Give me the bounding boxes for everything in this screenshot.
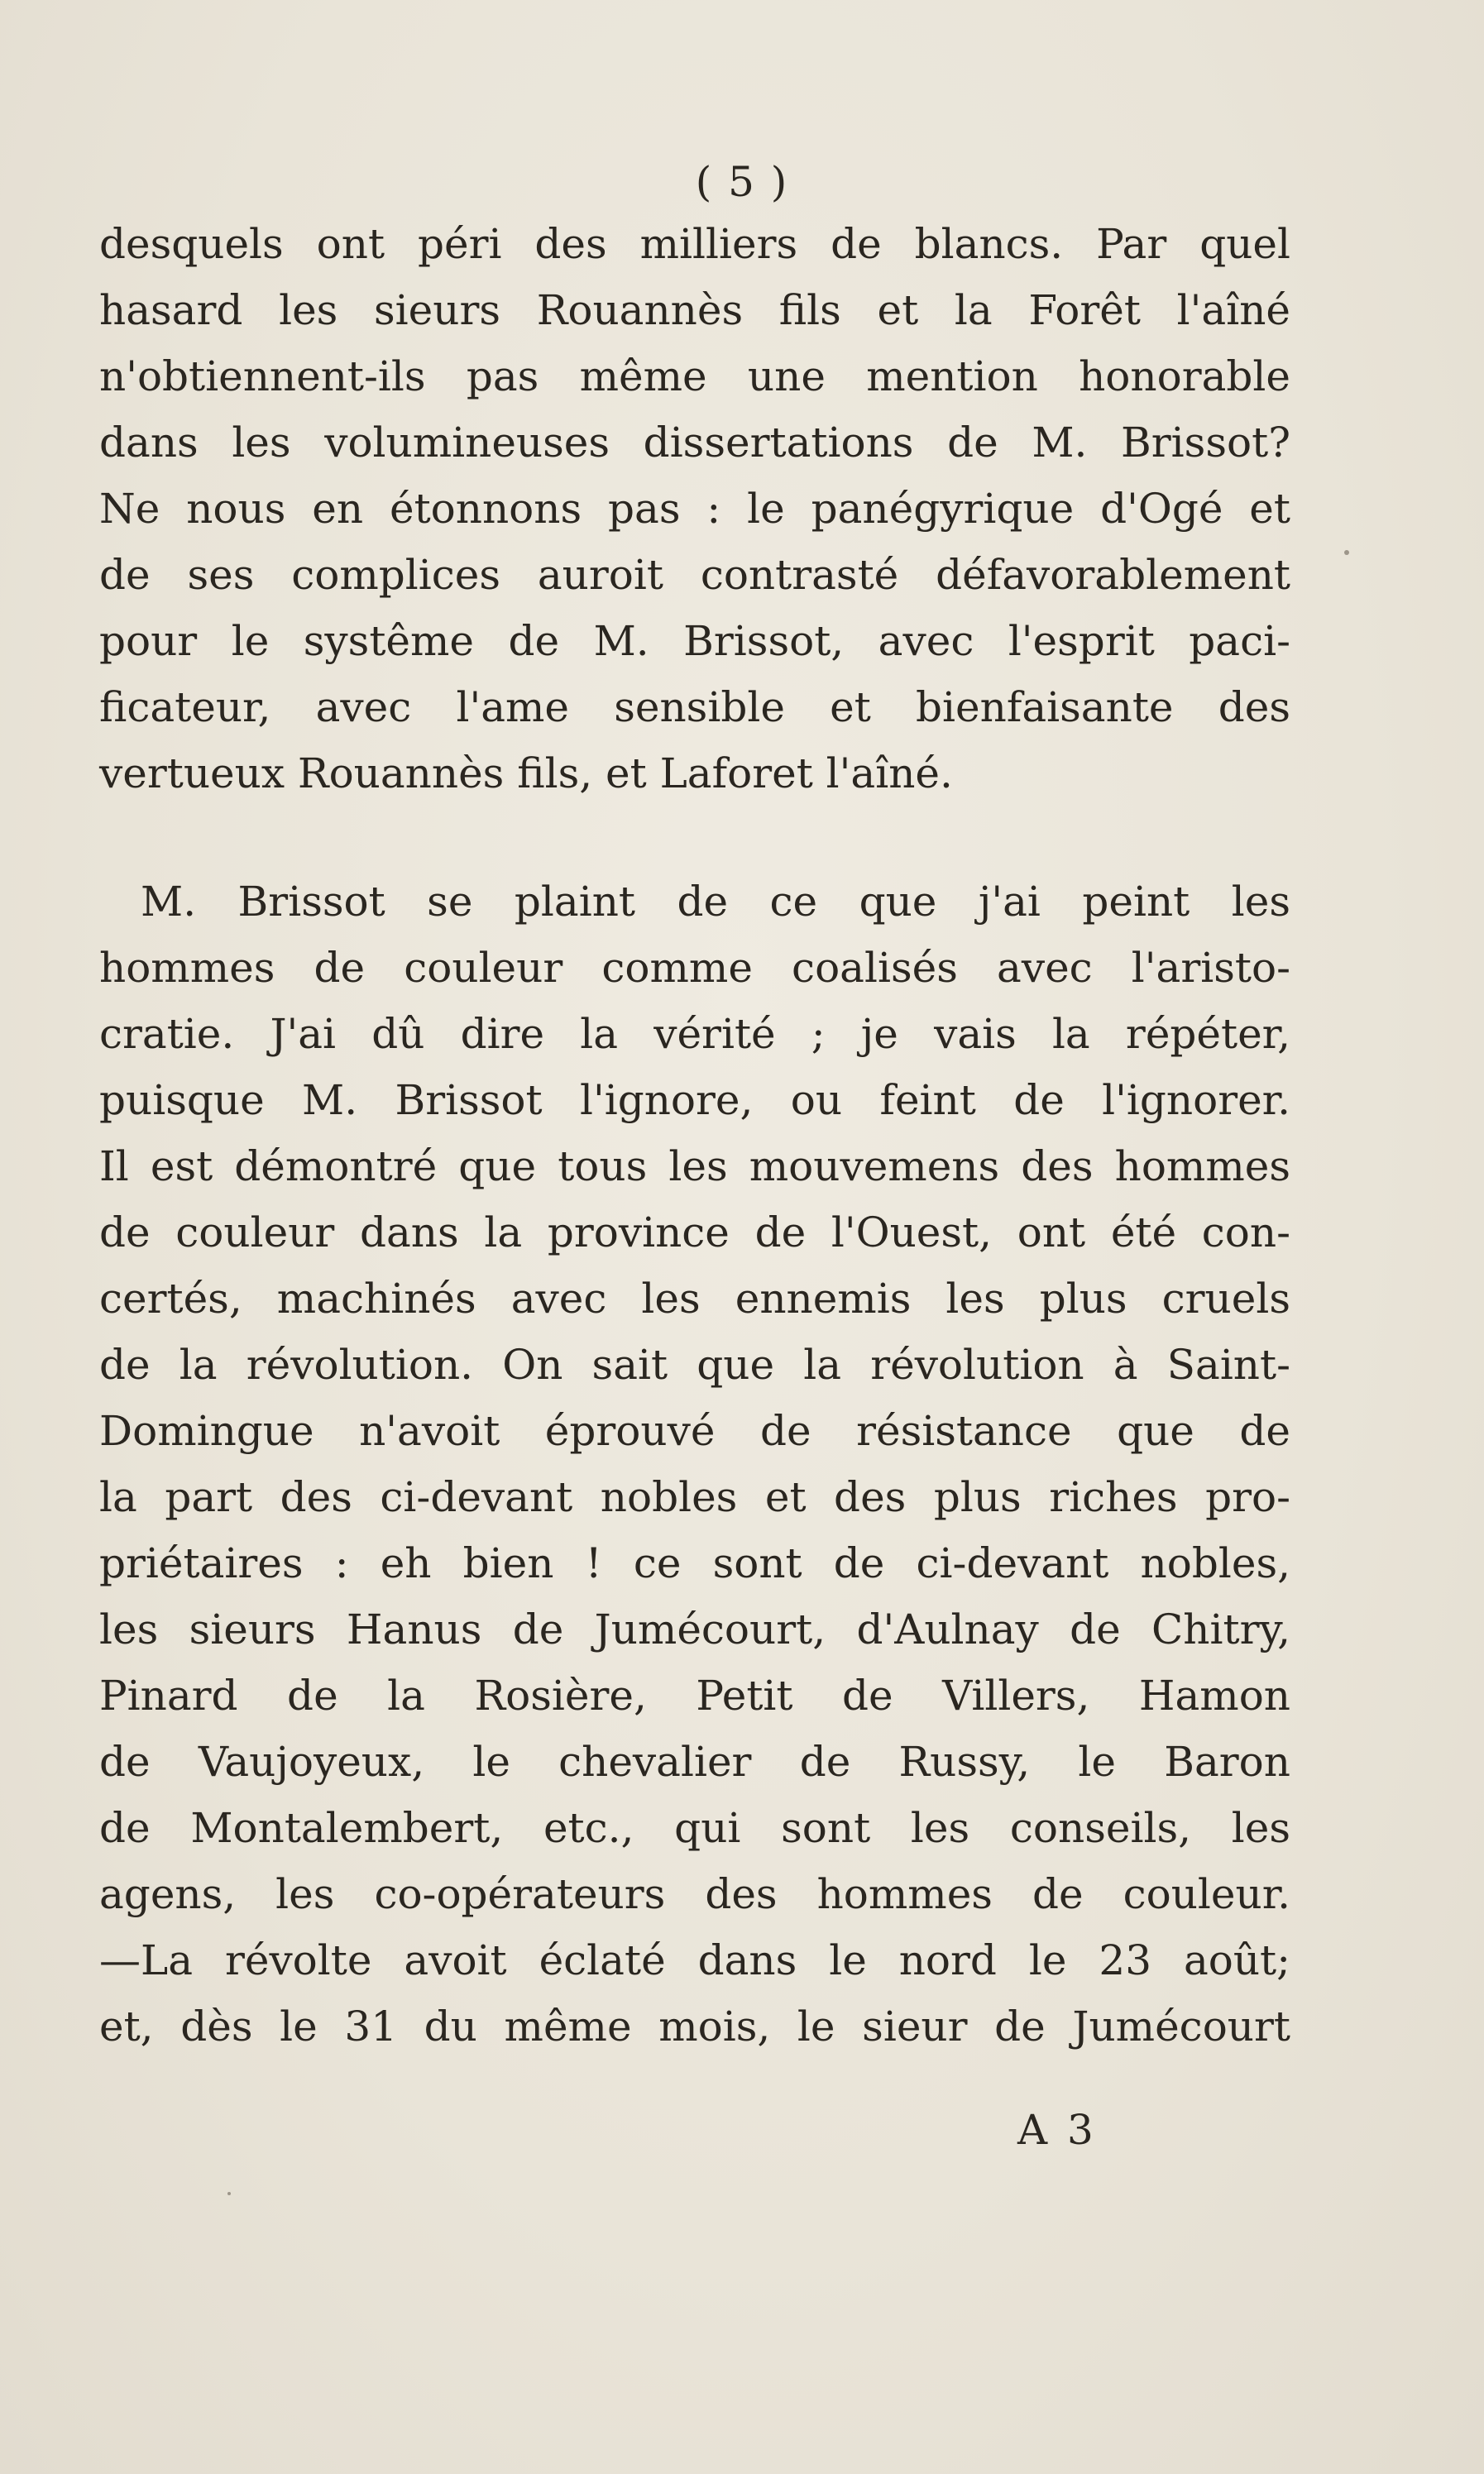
text-line: priétaires : eh bien ! ce sont de ci-devant nobles, [99, 1539, 1290, 1587]
text-line: pour le systême de M. Brissot, avec l'esprit paci- [99, 617, 1290, 665]
text-line: certés, machinés avec les ennemis les plus cruels [99, 1275, 1290, 1323]
text-line: les sieurs Hanus de Jumécourt, d'Aulnay de Chitry, [99, 1605, 1290, 1653]
text-line: cratie. J'ai dû dire la vérité ; je vais la répéter, [99, 1010, 1290, 1058]
text-line: —La révolte avoit éclaté dans le nord le 23 août; [99, 1936, 1290, 1984]
text-line: Pinard de la Rosière, Petit de Villers, Hamon [99, 1672, 1290, 1720]
text-line: hasard les sieurs Rouannès fils et la Forêt l'aîné [99, 286, 1290, 334]
page-number: ( 5 ) [695, 158, 789, 206]
text-line: et, dès le 31 du même mois, le sieur de Jumécourt [99, 2003, 1290, 2051]
text-line: n'obtiennent-ils pas même une mention honorable [99, 352, 1290, 400]
text-line: M. Brissot se plaint de ce que j'ai peint les [141, 878, 1290, 926]
text-line: Domingue n'avoit éprouvé de résistance que de [99, 1407, 1290, 1455]
text-line: de la révolution. On sait que la révolution à Saint- [99, 1341, 1290, 1389]
ink-speck [1344, 550, 1349, 555]
paragraph-1 [99, 211, 1290, 806]
paragraph-2 [99, 869, 1290, 2060]
ink-speck [227, 2192, 231, 2195]
catchword-signature: A 3 [1017, 2106, 1097, 2154]
text-line: dans les volumineuses dissertations de M. Brissot? [99, 419, 1290, 467]
text-line: desquels ont péri des milliers de blancs. Par quel [99, 220, 1290, 268]
text-line: ficateur, avec l'ame sensible et bienfaisante des [99, 683, 1290, 731]
text-line: vertueux Rouannès fils, et Laforet l'aîné. [99, 749, 953, 797]
text-line: Il est démontré que tous les mouvemens des hommes [99, 1142, 1290, 1190]
text-line: agens, les co-opérateurs des hommes de couleur. [99, 1870, 1290, 1918]
text-line: de Montalembert, etc., qui sont les conseils, les [99, 1804, 1290, 1852]
text-line: Ne nous en étonnons pas : le panégyrique d'Ogé et [99, 485, 1290, 533]
text-line: la part des ci-devant nobles et des plus riches pro- [99, 1473, 1290, 1521]
text-line: de ses complices auroit contrasté défavorablement [99, 551, 1290, 599]
text-line: hommes de couleur comme coalisés avec l'aristo- [99, 944, 1290, 992]
text-line: de couleur dans la province de l'Ouest, ont été con- [99, 1208, 1290, 1256]
text-line: de Vaujoyeux, le chevalier de Russy, le Baron [99, 1738, 1290, 1786]
text-line: puisque M. Brissot l'ignore, ou feint de l'ignorer. [99, 1076, 1290, 1124]
